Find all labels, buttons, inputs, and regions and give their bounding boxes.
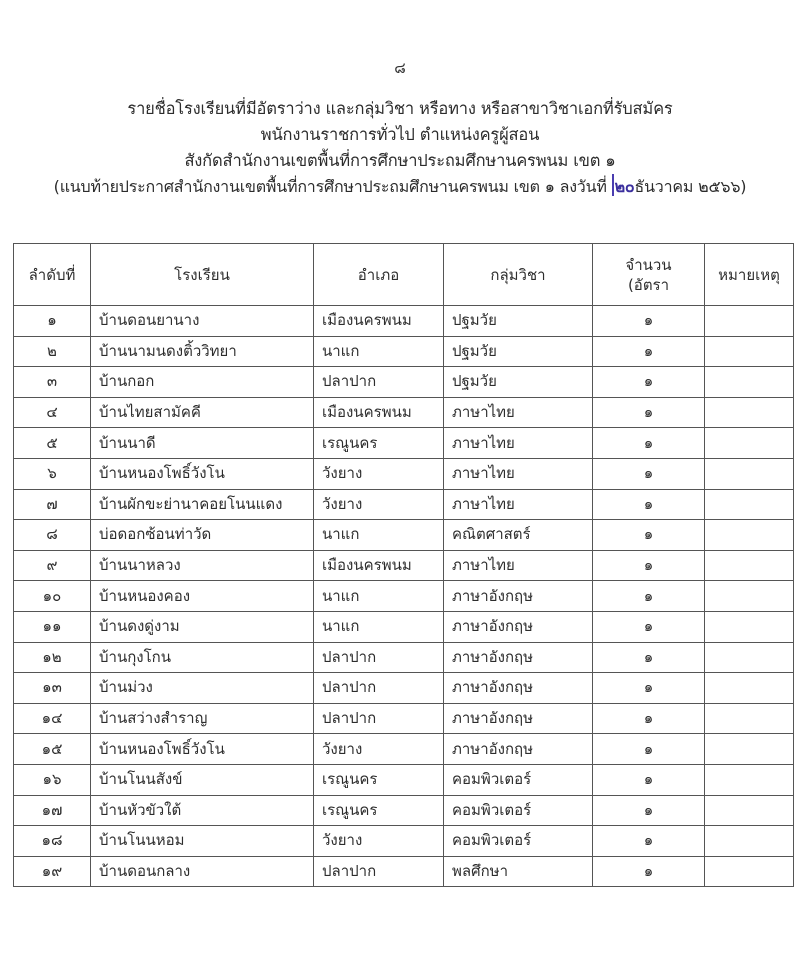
row-number-cell: ๑๑ <box>14 611 91 642</box>
title-line-2: พนักงานราชการทั่วไป ตำแหน่งครูผู้สอน <box>260 125 540 144</box>
table-row <box>14 795 794 826</box>
school-name-cell: บ้านม่วง <box>91 673 314 704</box>
district-name-cell: วังยาง <box>314 489 444 520</box>
school-name-cell: บ้านหนองโพธิ์วังโน <box>91 734 314 765</box>
row-number-cell: ๒ <box>14 336 91 367</box>
subject-group-cell: ภาษาอังกฤษ <box>444 734 593 765</box>
row-number-cell: ๗ <box>14 489 91 520</box>
remarks-cell <box>705 550 794 581</box>
subject-group-cell: คณิตศาสตร์ <box>444 520 593 551</box>
school-name-cell: บ้านดอนกลาง <box>91 856 314 887</box>
row-number-cell: ๑๔ <box>14 703 91 734</box>
remarks-cell <box>705 856 794 887</box>
page-number: ๘ <box>394 59 406 77</box>
school-name-cell: บ้านหนองโพธิ์วังโน <box>91 458 314 489</box>
remarks-cell <box>705 428 794 459</box>
school-name-cell: บ้านผักขะย่านาคอยโนนแดง <box>91 489 314 520</box>
subject-group-cell: คอมพิวเตอร์ <box>444 795 593 826</box>
vacancy-count-cell: ๑ <box>593 826 705 857</box>
table-row <box>14 306 794 337</box>
header-count <box>593 244 705 306</box>
header-district: อำเภอ <box>314 244 444 306</box>
school-name-cell: บ่อดอกซ้อนท่าวัด <box>91 520 314 551</box>
subject-group-cell: ภาษาอังกฤษ <box>444 581 593 612</box>
table-row <box>14 397 794 428</box>
district-name-cell: เรณูนคร <box>314 795 444 826</box>
district-name-cell: วังยาง <box>314 826 444 857</box>
handwritten-day: ๒๐ <box>614 177 635 196</box>
school-name-cell: บ้านโนนสังข์ <box>91 764 314 795</box>
title-line-1: รายชื่อโรงเรียนที่มีอัตราว่าง และกลุ่มวิชา หรือทาง หรือสาขาวิชาเอกที่รับสมัคร <box>127 99 673 118</box>
vacancy-count-cell: ๑ <box>593 336 705 367</box>
table-row <box>14 489 794 520</box>
school-name-cell: บ้านโนนหอม <box>91 826 314 857</box>
row-number-cell: ๑๖ <box>14 764 91 795</box>
header-count-line2: (อัตรา <box>627 275 670 294</box>
district-name-cell: ปลาปาก <box>314 642 444 673</box>
subject-group-cell: คอมพิวเตอร์ <box>444 764 593 795</box>
district-name-cell: เรณูนคร <box>314 764 444 795</box>
row-number-cell: ๑๘ <box>14 826 91 857</box>
table-header-row <box>14 244 794 306</box>
vacancy-count-cell: ๑ <box>593 673 705 704</box>
remarks-cell <box>705 795 794 826</box>
remarks-cell <box>705 764 794 795</box>
remarks-cell <box>705 703 794 734</box>
row-number-cell: ๑๙ <box>14 856 91 887</box>
subject-group-cell: ปฐมวัย <box>444 306 593 337</box>
school-name-cell: บ้านกุงโกน <box>91 642 314 673</box>
school-name-cell: บ้านนาหลวง <box>91 550 314 581</box>
vacancy-count-cell: ๑ <box>593 458 705 489</box>
district-name-cell: เรณูนคร <box>314 428 444 459</box>
table-row <box>14 642 794 673</box>
subject-group-cell: ปฐมวัย <box>444 367 593 398</box>
school-name-cell: บ้านหนองคอง <box>91 581 314 612</box>
row-number-cell: ๑๓ <box>14 673 91 704</box>
remarks-cell <box>705 397 794 428</box>
district-name-cell: นาแก <box>314 520 444 551</box>
school-name-cell: บ้านไทยสามัคคี <box>91 397 314 428</box>
subject-group-cell: ปฐมวัย <box>444 336 593 367</box>
remarks-cell <box>705 642 794 673</box>
remarks-cell <box>705 306 794 337</box>
header-remarks: หมายเหตุ <box>705 244 794 306</box>
school-name-cell: บ้านดงดู่งาม <box>91 611 314 642</box>
vacancy-count-cell: ๑ <box>593 397 705 428</box>
table-row <box>14 581 794 612</box>
title-line-3: สังกัดสำนักงานเขตพื้นที่การศึกษาประถมศึกษานครพนม เขต ๑ <box>184 151 616 170</box>
subject-group-cell: ภาษาไทย <box>444 550 593 581</box>
vacancy-count-cell: ๑ <box>593 367 705 398</box>
vacancy-count-cell: ๑ <box>593 856 705 887</box>
district-name-cell: นาแก <box>314 611 444 642</box>
remarks-cell <box>705 581 794 612</box>
remarks-cell <box>705 520 794 551</box>
vacancy-count-cell: ๑ <box>593 764 705 795</box>
table-row <box>14 764 794 795</box>
table-row <box>14 734 794 765</box>
subject-group-cell: พลศึกษา <box>444 856 593 887</box>
subject-group-cell: ภาษาไทย <box>444 489 593 520</box>
subject-group-cell: ภาษาไทย <box>444 428 593 459</box>
school-name-cell: บ้านนาดี <box>91 428 314 459</box>
district-name-cell: เมืองนครพนม <box>314 397 444 428</box>
district-name-cell: ปลาปาก <box>314 673 444 704</box>
school-name-cell: บ้านนามนดงติ้ววิทยา <box>91 336 314 367</box>
handwritten-date <box>612 177 635 196</box>
header-subject: กลุ่มวิชา <box>444 244 593 306</box>
district-name-cell: ปลาปาก <box>314 856 444 887</box>
subject-group-cell: ภาษาอังกฤษ <box>444 611 593 642</box>
header-school: โรงเรียน <box>91 244 314 306</box>
table-row <box>14 550 794 581</box>
district-name-cell: เมืองนครพนม <box>314 550 444 581</box>
subject-group-cell: ภาษาอังกฤษ <box>444 703 593 734</box>
header-count-line1: จำนวน <box>625 255 672 274</box>
remarks-cell <box>705 673 794 704</box>
row-number-cell: ๑๐ <box>14 581 91 612</box>
row-number-cell: ๓ <box>14 367 91 398</box>
table-row <box>14 367 794 398</box>
table-row <box>14 336 794 367</box>
subject-group-cell: ภาษาอังกฤษ <box>444 673 593 704</box>
school-name-cell: บ้านหัวขัวใต้ <box>91 795 314 826</box>
vacancy-count-cell: ๑ <box>593 703 705 734</box>
school-name-cell: บ้านดอนยานาง <box>91 306 314 337</box>
row-number-cell: ๖ <box>14 458 91 489</box>
vacancy-count-cell: ๑ <box>593 642 705 673</box>
vacancy-count-cell: ๑ <box>593 734 705 765</box>
row-number-cell: ๕ <box>14 428 91 459</box>
subject-group-cell: ภาษาอังกฤษ <box>444 642 593 673</box>
vacancy-count-cell: ๑ <box>593 306 705 337</box>
school-name-cell: บ้านกอก <box>91 367 314 398</box>
table-row <box>14 611 794 642</box>
district-name-cell: นาแก <box>314 336 444 367</box>
vacancy-count-cell: ๑ <box>593 489 705 520</box>
remarks-cell <box>705 336 794 367</box>
district-name-cell: วังยาง <box>314 734 444 765</box>
vacancy-count-cell: ๑ <box>593 428 705 459</box>
remarks-cell <box>705 734 794 765</box>
district-name-cell: เมืองนครพนม <box>314 306 444 337</box>
subject-group-cell: คอมพิวเตอร์ <box>444 826 593 857</box>
table-body <box>14 306 794 887</box>
row-number-cell: ๘ <box>14 520 91 551</box>
row-number-cell: ๑๒ <box>14 642 91 673</box>
vacancy-count-cell: ๑ <box>593 611 705 642</box>
row-number-cell: ๙ <box>14 550 91 581</box>
row-number-cell: ๑๕ <box>14 734 91 765</box>
subject-group-cell: ภาษาไทย <box>444 397 593 428</box>
header-no: ลำดับที่ <box>14 244 91 306</box>
school-name-cell: บ้านสว่างสำราญ <box>91 703 314 734</box>
table-row <box>14 673 794 704</box>
vacancy-count-cell: ๑ <box>593 520 705 551</box>
district-name-cell: ปลาปาก <box>314 367 444 398</box>
table-row <box>14 458 794 489</box>
remarks-cell <box>705 458 794 489</box>
row-number-cell: ๑ <box>14 306 91 337</box>
table-row <box>14 703 794 734</box>
table-row <box>14 826 794 857</box>
vacancy-count-cell: ๑ <box>593 550 705 581</box>
document-title <box>0 96 800 200</box>
district-name-cell: วังยาง <box>314 458 444 489</box>
remarks-cell <box>705 489 794 520</box>
subject-group-cell: ภาษาไทย <box>444 458 593 489</box>
remarks-cell <box>705 611 794 642</box>
remarks-cell <box>705 826 794 857</box>
table-row <box>14 856 794 887</box>
row-number-cell: ๑๗ <box>14 795 91 826</box>
row-number-cell: ๔ <box>14 397 91 428</box>
vacancy-table <box>13 243 794 887</box>
title-line-4-prefix: (แนบท้ายประกาศสำนักงานเขตพื้นที่การศึกษาประถมศึกษานครพนม เขต ๑ ลงวันที่ <box>53 177 612 196</box>
vacancy-count-cell: ๑ <box>593 795 705 826</box>
vacancy-count-cell: ๑ <box>593 581 705 612</box>
table-row <box>14 520 794 551</box>
district-name-cell: นาแก <box>314 581 444 612</box>
table-row <box>14 428 794 459</box>
title-line-4 <box>0 174 800 200</box>
pen-stroke-icon <box>612 174 614 196</box>
title-line-4-suffix: ธันวาคม ๒๕๖๖) <box>634 177 747 196</box>
district-name-cell: ปลาปาก <box>314 703 444 734</box>
remarks-cell <box>705 367 794 398</box>
